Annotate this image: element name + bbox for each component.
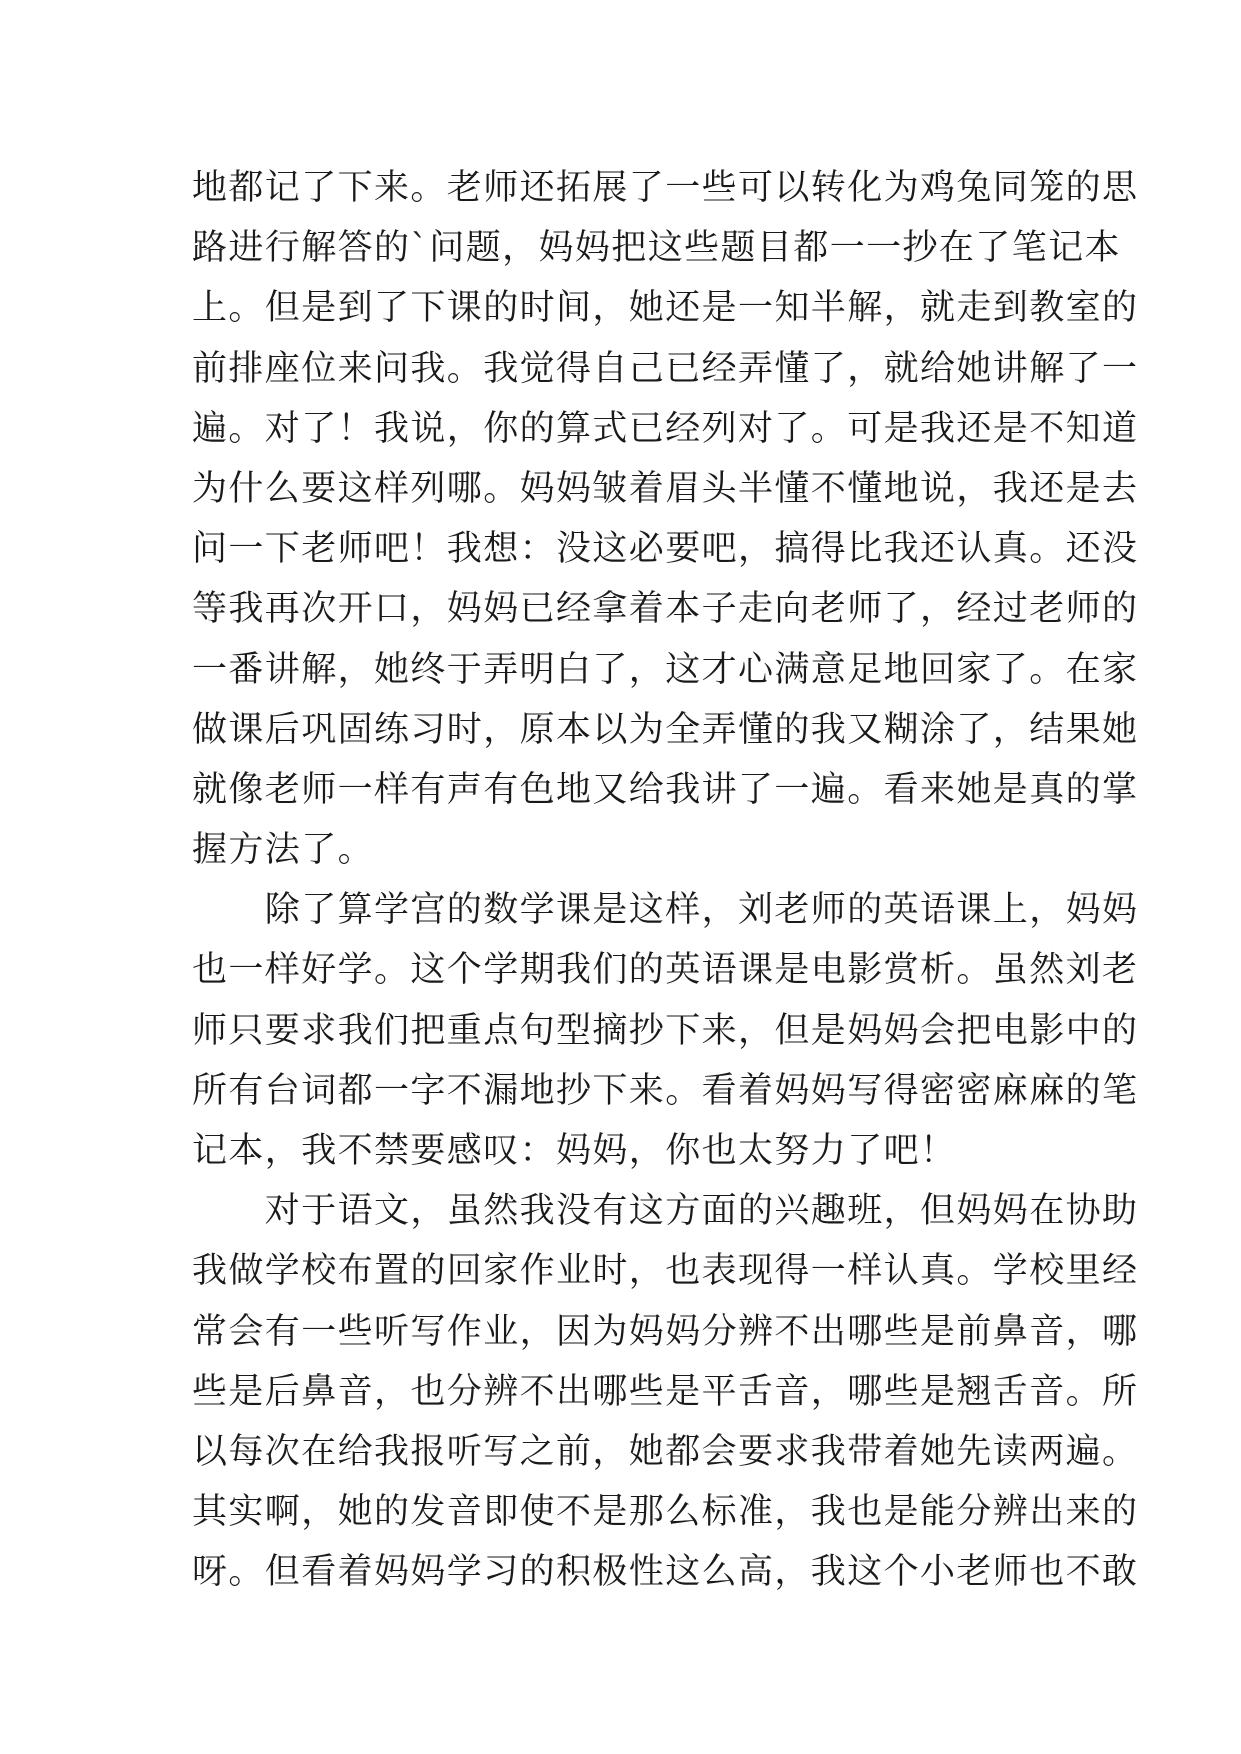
text-line: 常会有一些听写作业，因为妈妈分辨不出哪些是前鼻音，哪 [192,1311,1139,1352]
text-line: 地都记了下来。老师还拓展了一些可以转化为鸡兔同笼的思 [192,168,1139,208]
text-line: 记本，我不禁要感叹：妈妈，你也太努力了吧！ [192,1131,957,1171]
text-line: 为什么要这样列哪。妈妈皱着眉头半懂不懂地说，我还是去 [192,468,1139,509]
text-line: 些是后鼻音，也分辨不出哪些是平舌音，哪些是翘舌音。所 [192,1371,1139,1412]
paragraph-start-line: 对于语文，虽然我没有这方面的兴趣班，但妈妈在协助 [192,1191,1139,1232]
text-line: 一番讲解，她终于弄明白了，这才心满意足地回家了。在家 [192,649,1139,690]
text-line: 前排座位来问我。我觉得自己已经弄懂了，就给她讲解了一 [192,348,1139,389]
text-line: 我做学校布置的回家作业时，也表现得一样认真。学校里经 [192,1251,1139,1292]
text-line: 就像老师一样有声有色地又给我讲了一遍。看来她是真的掌 [192,769,1139,810]
text-line: 问一下老师吧！我想：没这必要吧，搞得比我还认真。还没 [192,529,1139,570]
text-line: 呀。但看着妈妈学习的积极性这么高，我这个小老师也不敢 [192,1552,1139,1593]
text-line: 遍。对了！我说，你的算式已经列对了。可是我还是不知道 [192,408,1139,449]
text-line: 路进行解答的`问题，妈妈把这些题目都一一抄在了笔记本 [192,228,1121,269]
text-line: 等我再次开口，妈妈已经拿着本子走向老师了，经过老师的 [192,589,1139,630]
text-line: 所有台词都一字不漏地抄下来。看着妈妈写得密密麻麻的笔 [192,1070,1139,1111]
text-line: 也一样好学。这个学期我们的英语课是电影赏析。虽然刘老 [192,950,1139,991]
paragraph-start-line: 除了算学宫的数学课是这样，刘老师的英语课上，妈妈 [192,890,1139,931]
body-text [192,158,1139,1603]
text-line: 做课后巩固练习时，原本以为全弄懂的我又糊涂了，结果她 [192,709,1139,750]
text-line: 师只要求我们把重点句型摘抄下来，但是妈妈会把电影中的 [192,1010,1139,1051]
text-line: 上。但是到了下课的时间，她还是一知半解，就走到教室的 [192,288,1139,329]
text-line: 以每次在给我报听写之前，她都会要求我带着她先读两遍。 [192,1431,1139,1472]
text-line: 其实啊，她的发音即使不是那么标准，我也是能分辨出来的 [192,1492,1139,1533]
text-line: 握方法了。 [192,830,375,871]
